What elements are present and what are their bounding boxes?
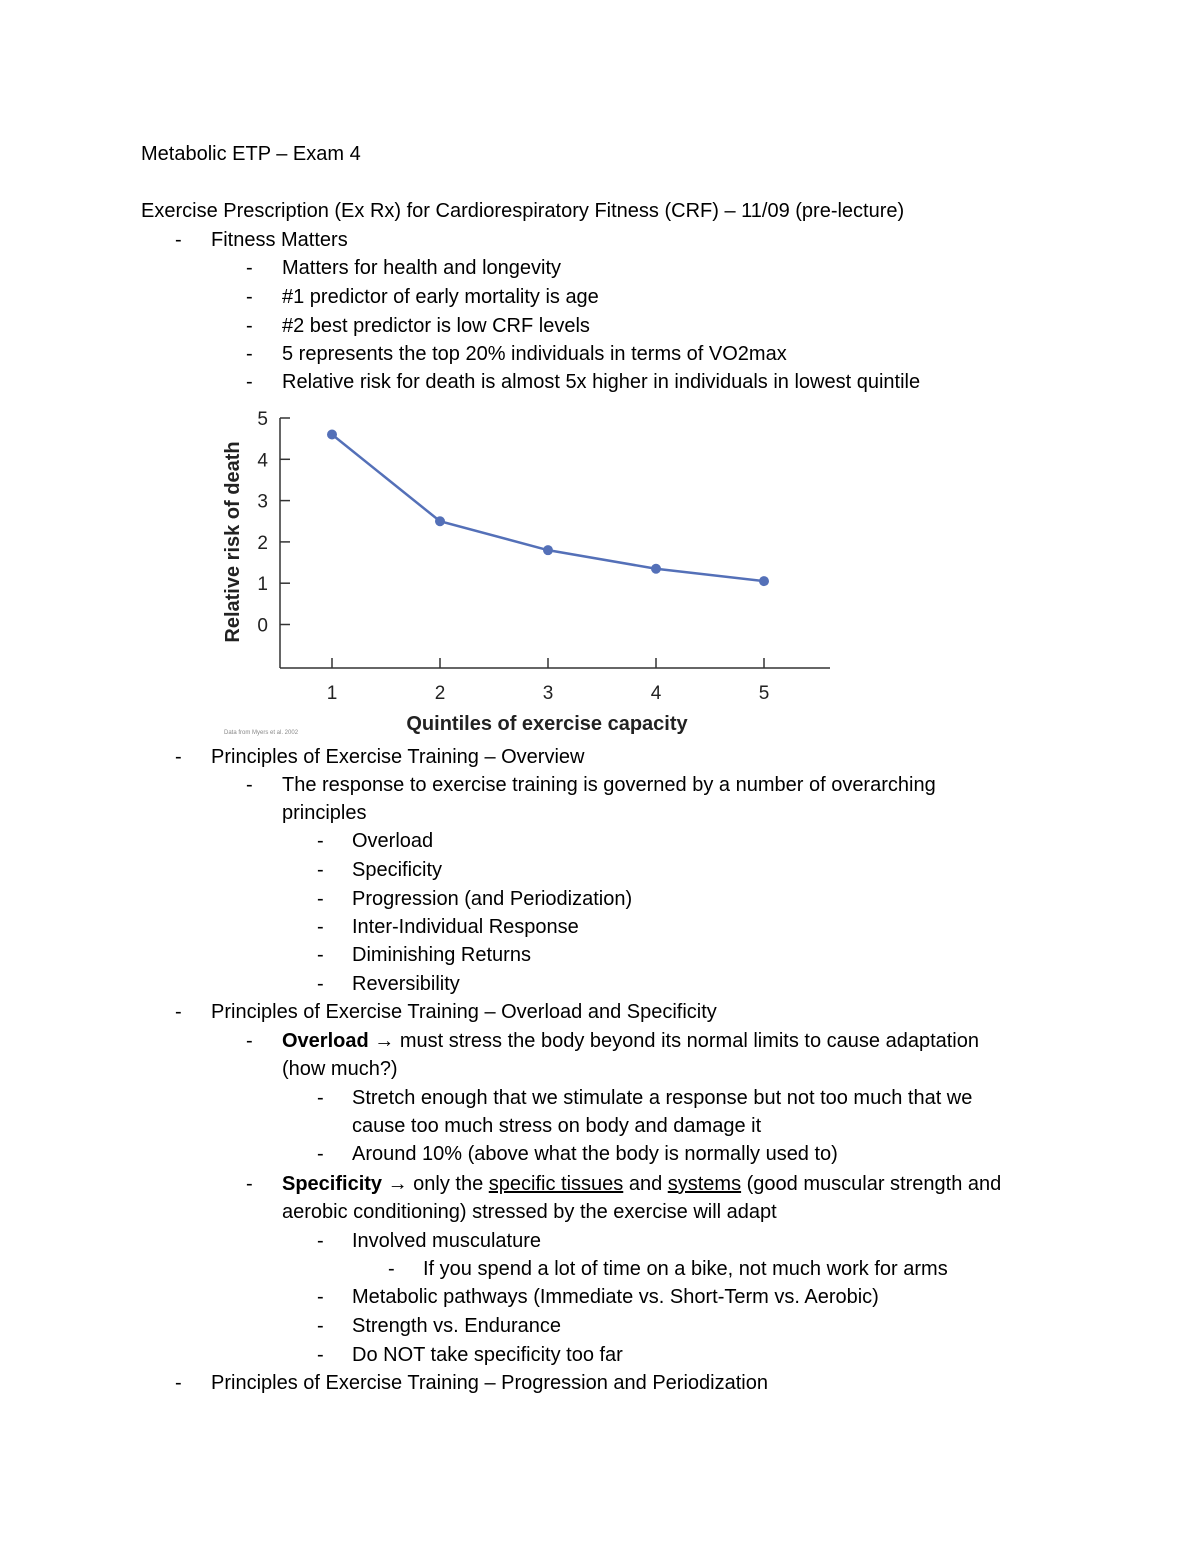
bullet-dash: - <box>246 286 253 308</box>
bullet-dash: - <box>317 1315 324 1337</box>
bullet-dash: - <box>175 1001 182 1023</box>
list-item: 5 represents the top 20% individuals in terms of VO2max <box>282 343 787 365</box>
bullet-dash: - <box>246 1173 253 1195</box>
chart-credit: Data from Myers et al. 2002 <box>224 730 299 736</box>
y-tick-label: 1 <box>257 574 268 596</box>
fitness-matters-label: Fitness Matters <box>211 229 348 251</box>
specificity-text: (good muscular strength and <box>741 1173 1002 1195</box>
list-item: Around 10% (above what the body is normally used to) <box>352 1143 838 1165</box>
list-item-cont: cause too much stress on body and damage it <box>352 1115 762 1137</box>
progression-label: Principles of Exercise Training – Progression and Periodization <box>211 1372 768 1394</box>
bullet-dash: - <box>317 1087 324 1109</box>
overview-text-cont: principles <box>282 802 367 824</box>
data-point <box>327 430 337 440</box>
data-point <box>759 576 769 586</box>
underlined-text: specific tissues <box>488 1173 624 1195</box>
overview-text: The response to exercise training is governed by a number of overarching <box>282 774 936 796</box>
list-item: #1 predictor of early mortality is age <box>282 286 599 308</box>
list-item: Relative risk for death is almost 5x higher in individuals in lowest quintile <box>282 371 921 393</box>
bullet-dash: - <box>388 1258 395 1280</box>
y-tick-label: 4 <box>257 450 268 472</box>
series-line <box>332 435 764 582</box>
list-item: Progression (and Periodization) <box>352 888 633 910</box>
bullet-dash: - <box>317 1230 324 1252</box>
overload-text: → must stress the body beyond its normal limits to cause adaptation <box>368 1030 979 1052</box>
bullet-dash: - <box>317 1286 324 1308</box>
x-ticks <box>327 658 770 704</box>
relative-risk-chart <box>210 402 850 742</box>
list-item: #2 best predictor is low CRF levels <box>282 315 590 337</box>
x-tick-label: 1 <box>326 683 338 704</box>
underlined-text: systems <box>667 1173 742 1195</box>
overload-term: Overload <box>282 1030 369 1052</box>
list-item: Strength vs. Endurance <box>352 1315 562 1337</box>
chart-svg <box>210 402 850 742</box>
bullet-dash: - <box>317 973 324 995</box>
bullet-dash: - <box>175 1372 182 1394</box>
y-tick-label: 5 <box>257 409 268 430</box>
bullet-dash: - <box>246 774 253 796</box>
bullet-dash: - <box>175 746 182 768</box>
bullet-dash: - <box>246 343 253 365</box>
y-axis-label: Relative risk of death <box>222 441 244 643</box>
bullet-dash: - <box>317 916 324 938</box>
overview-label: Principles of Exercise Training – Overview <box>211 746 585 768</box>
bullet-dash: - <box>317 859 324 881</box>
overload-definition <box>282 1027 979 1055</box>
data-point <box>435 516 445 526</box>
x-axis-label: Quintiles of exercise capacity <box>406 713 688 735</box>
bullet-dash: - <box>317 830 324 852</box>
document-title: Metabolic ETP – Exam 4 <box>141 143 361 165</box>
list-item: Inter-Individual Response <box>352 916 579 938</box>
list-item: Matters for health and longevity <box>282 257 562 279</box>
data-point <box>543 545 553 555</box>
list-item: Metabolic pathways (Immediate vs. Short-Term vs. Aerobic) <box>352 1286 879 1308</box>
y-tick-label: 3 <box>257 491 268 513</box>
bullet-dash: - <box>317 1344 324 1366</box>
list-item: Do NOT take specificity too far <box>352 1344 623 1366</box>
list-item: Overload <box>352 830 434 852</box>
bullet-dash: - <box>317 1143 324 1165</box>
overload-text-cont: (how much?) <box>282 1058 398 1080</box>
bullet-dash: - <box>246 257 253 279</box>
x-tick-label: 4 <box>650 683 662 704</box>
specificity-text-cont: aerobic conditioning) stressed by the exercise will adapt <box>282 1201 777 1223</box>
list-item: Stretch enough that we stimulate a response but not too much that we <box>352 1087 973 1109</box>
specificity-definition <box>282 1170 1001 1198</box>
specificity-term: Specificity <box>282 1173 383 1195</box>
specificity-text: and <box>623 1173 668 1195</box>
bullet-dash: - <box>317 944 324 966</box>
data-points <box>327 430 769 587</box>
bullet-dash: - <box>246 371 253 393</box>
overload-specificity-label: Principles of Exercise Training – Overload and Specificity <box>211 1001 717 1023</box>
list-item: Reversibility <box>352 973 460 995</box>
y-tick-label: 0 <box>257 615 268 637</box>
x-tick-label: 3 <box>542 683 554 704</box>
bullet-dash: - <box>175 229 182 251</box>
data-point <box>651 564 661 574</box>
list-item: Involved musculature <box>352 1230 541 1252</box>
y-ticks <box>257 409 290 637</box>
y-tick-label: 2 <box>257 532 268 554</box>
bullet-dash: - <box>246 315 253 337</box>
x-tick-label: 2 <box>434 683 446 704</box>
specificity-text: → only the <box>382 1173 489 1195</box>
x-tick-label: 5 <box>758 683 770 704</box>
list-item: Specificity <box>352 859 443 881</box>
bullet-dash: - <box>317 888 324 910</box>
list-item: If you spend a lot of time on a bike, not much work for arms <box>423 1258 948 1280</box>
bullet-dash: - <box>246 1030 253 1052</box>
list-item: Diminishing Returns <box>352 944 531 966</box>
section-heading: Exercise Prescription (Ex Rx) for Cardiorespiratory Fitness (CRF) – 11/09 (pre-lecture) <box>141 200 905 222</box>
